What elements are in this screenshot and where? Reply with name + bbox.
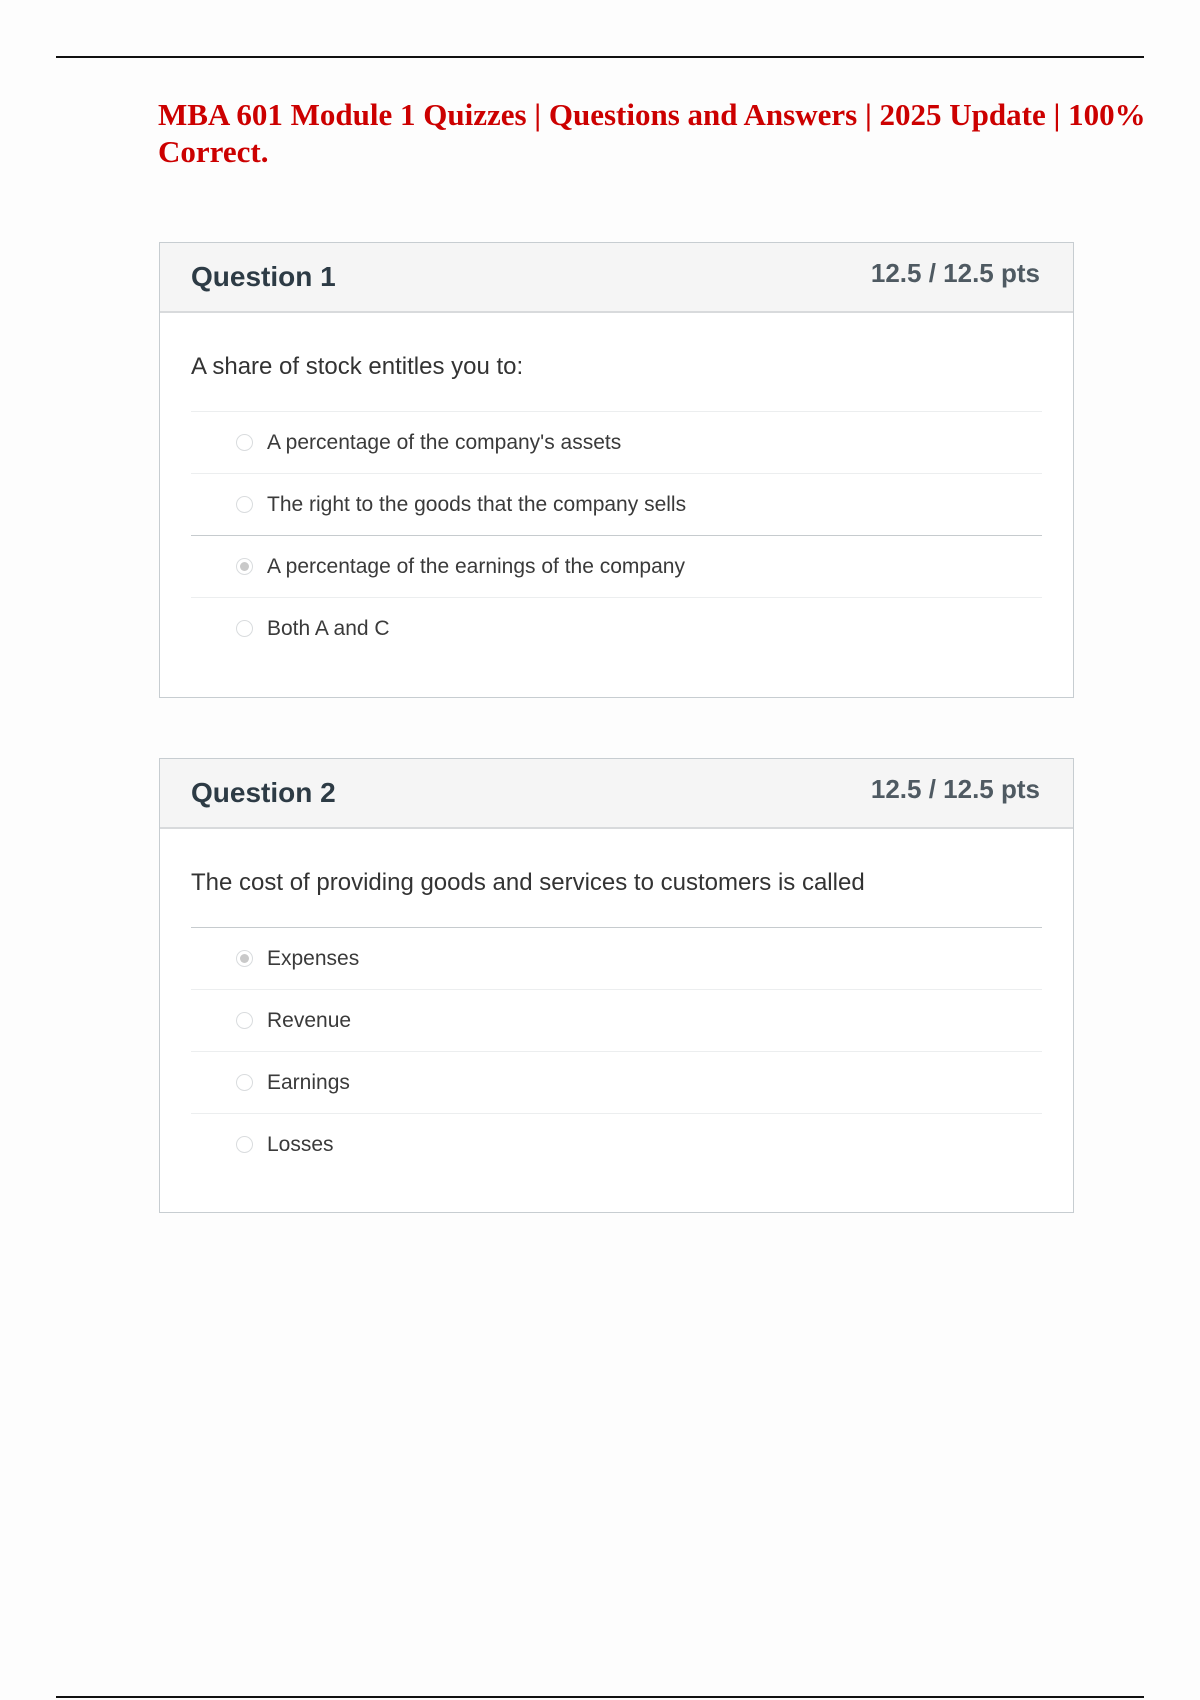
question-body (160, 829, 1073, 1175)
radio-button[interactable] (236, 1136, 253, 1153)
question-text: A share of stock entitles you to: (191, 353, 524, 380)
answer-label: Expenses (267, 946, 360, 970)
radio-button-selected[interactable] (236, 950, 253, 967)
answer-option[interactable] (191, 535, 1042, 597)
top-rule (56, 56, 1144, 58)
radio-button-selected[interactable] (236, 558, 253, 575)
answer-option[interactable] (191, 473, 1042, 535)
radio-button[interactable] (236, 496, 253, 513)
answer-label: Earnings (267, 1070, 350, 1094)
answer-label: A percentage of the company's assets (267, 430, 622, 454)
question-body (160, 313, 1073, 659)
question-title: Question 1 (191, 261, 336, 292)
answer-label: Losses (267, 1132, 334, 1156)
question-title: Question 2 (191, 777, 336, 808)
document-title: MBA 601 Module 1 Quizzes | Questions and Answers | 2025 Update | 100% Correct. (158, 97, 1146, 169)
question-points: 12.5 / 12.5 pts (870, 774, 1040, 804)
question-header (160, 759, 1073, 829)
answer-option[interactable] (191, 927, 1042, 989)
radio-button[interactable] (236, 1012, 253, 1029)
question-text: The cost of providing goods and services to customers is called (191, 869, 865, 896)
bottom-rule (56, 1696, 1144, 1698)
question-card-1 (159, 242, 1074, 698)
question-header (160, 243, 1073, 313)
answer-option[interactable] (191, 1113, 1042, 1175)
radio-button[interactable] (236, 434, 253, 451)
radio-button[interactable] (236, 620, 253, 637)
answer-option[interactable] (191, 411, 1042, 473)
radio-button[interactable] (236, 1074, 253, 1091)
answer-label: A percentage of the earnings of the company (267, 554, 685, 578)
answer-label: Revenue (267, 1008, 352, 1032)
answer-option[interactable] (191, 989, 1042, 1051)
answer-list (191, 927, 1042, 1175)
answer-option[interactable] (191, 1051, 1042, 1113)
answer-label: The right to the goods that the company sells (267, 492, 687, 516)
question-card-2 (159, 758, 1074, 1213)
answer-list (191, 411, 1042, 659)
answer-label: Both A and C (267, 616, 390, 640)
answer-option[interactable] (191, 597, 1042, 659)
question-points: 12.5 / 12.5 pts (870, 258, 1040, 288)
